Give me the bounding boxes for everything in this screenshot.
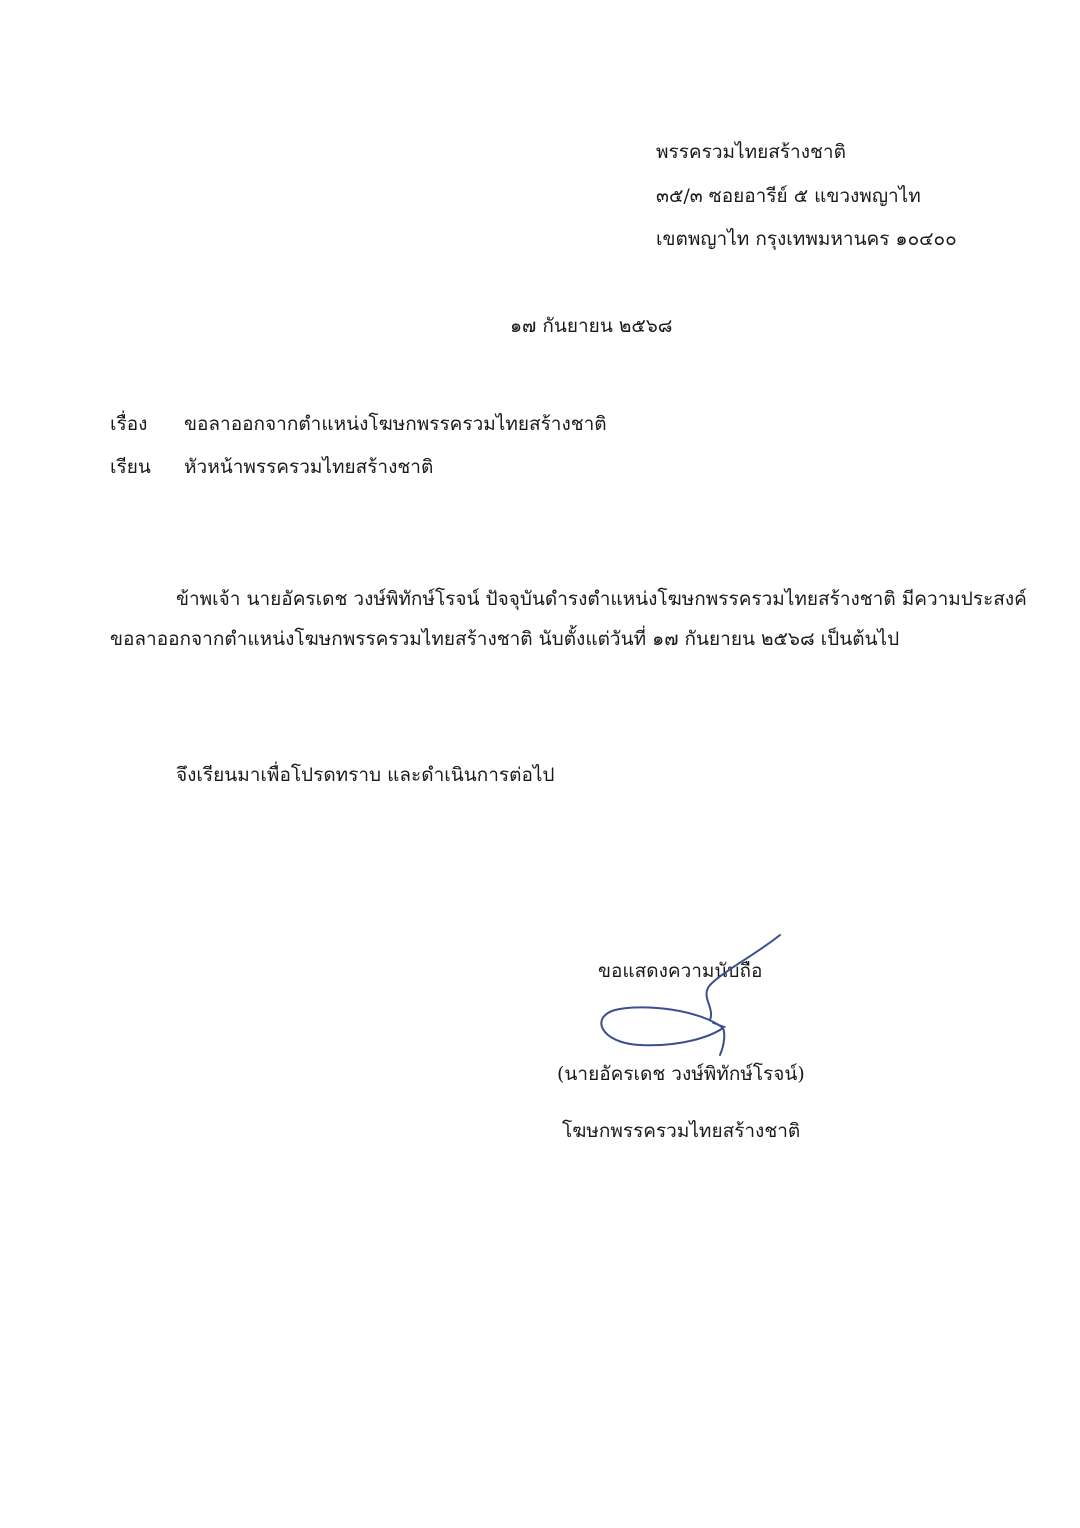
signature-stroke-tick [713,1023,725,1027]
regards-text: ขอแสดงความนับถือ [598,960,763,982]
sender-party-name: พรรครวมไทยสร้างชาติ [656,141,846,163]
signer-position: โฆษกพรรครวมไทยสร้างชาติ [562,1120,801,1142]
signature-stroke-loop [601,1007,724,1055]
sender-address-line-2: เขตพญาไท กรุงเทพมหานคร ๑๐๔๐๐ [656,228,957,250]
recipient-text: หัวหน้าพรรครวมไทยสร้างชาติ [184,456,434,478]
subject-text: ขอลาออกจากตำแหน่งโฆษกพรรครวมไทยสร้างชาติ [184,413,607,435]
body-paragraph-line-2: ขอลาออกจากตำแหน่งโฆษกพรรครวมไทยสร้างชาติ นับตั้งแต่วันที่ ๑๗ กันยายน ๒๕๖๘ เป็นต้นไป [110,628,900,650]
handwritten-signature [575,925,805,1075]
subject-label: เรื่อง [110,413,148,435]
closing-sentence: จึงเรียนมาเพื่อโปรดทราบ และดำเนินการต่อไป [176,764,555,786]
sender-address-line-1: ๓๕/๓ ซอยอารีย์ ๕ แขวงพญาไท [656,185,921,207]
signer-name: (นายอัครเดช วงษ์พิทักษ์โรจน์) [557,1063,805,1085]
body-paragraph-line-1: ข้าพเจ้า นายอัครเดช วงษ์พิทักษ์โรจน์ ปัจจุบันดำรงตำแหน่งโฆษกพรรครวมไทยสร้างชาติ มีความประสงค์ [176,588,1027,610]
recipient-label: เรียน [110,456,151,478]
letter-date: ๑๗ กันยายน ๒๕๖๘ [510,315,673,337]
